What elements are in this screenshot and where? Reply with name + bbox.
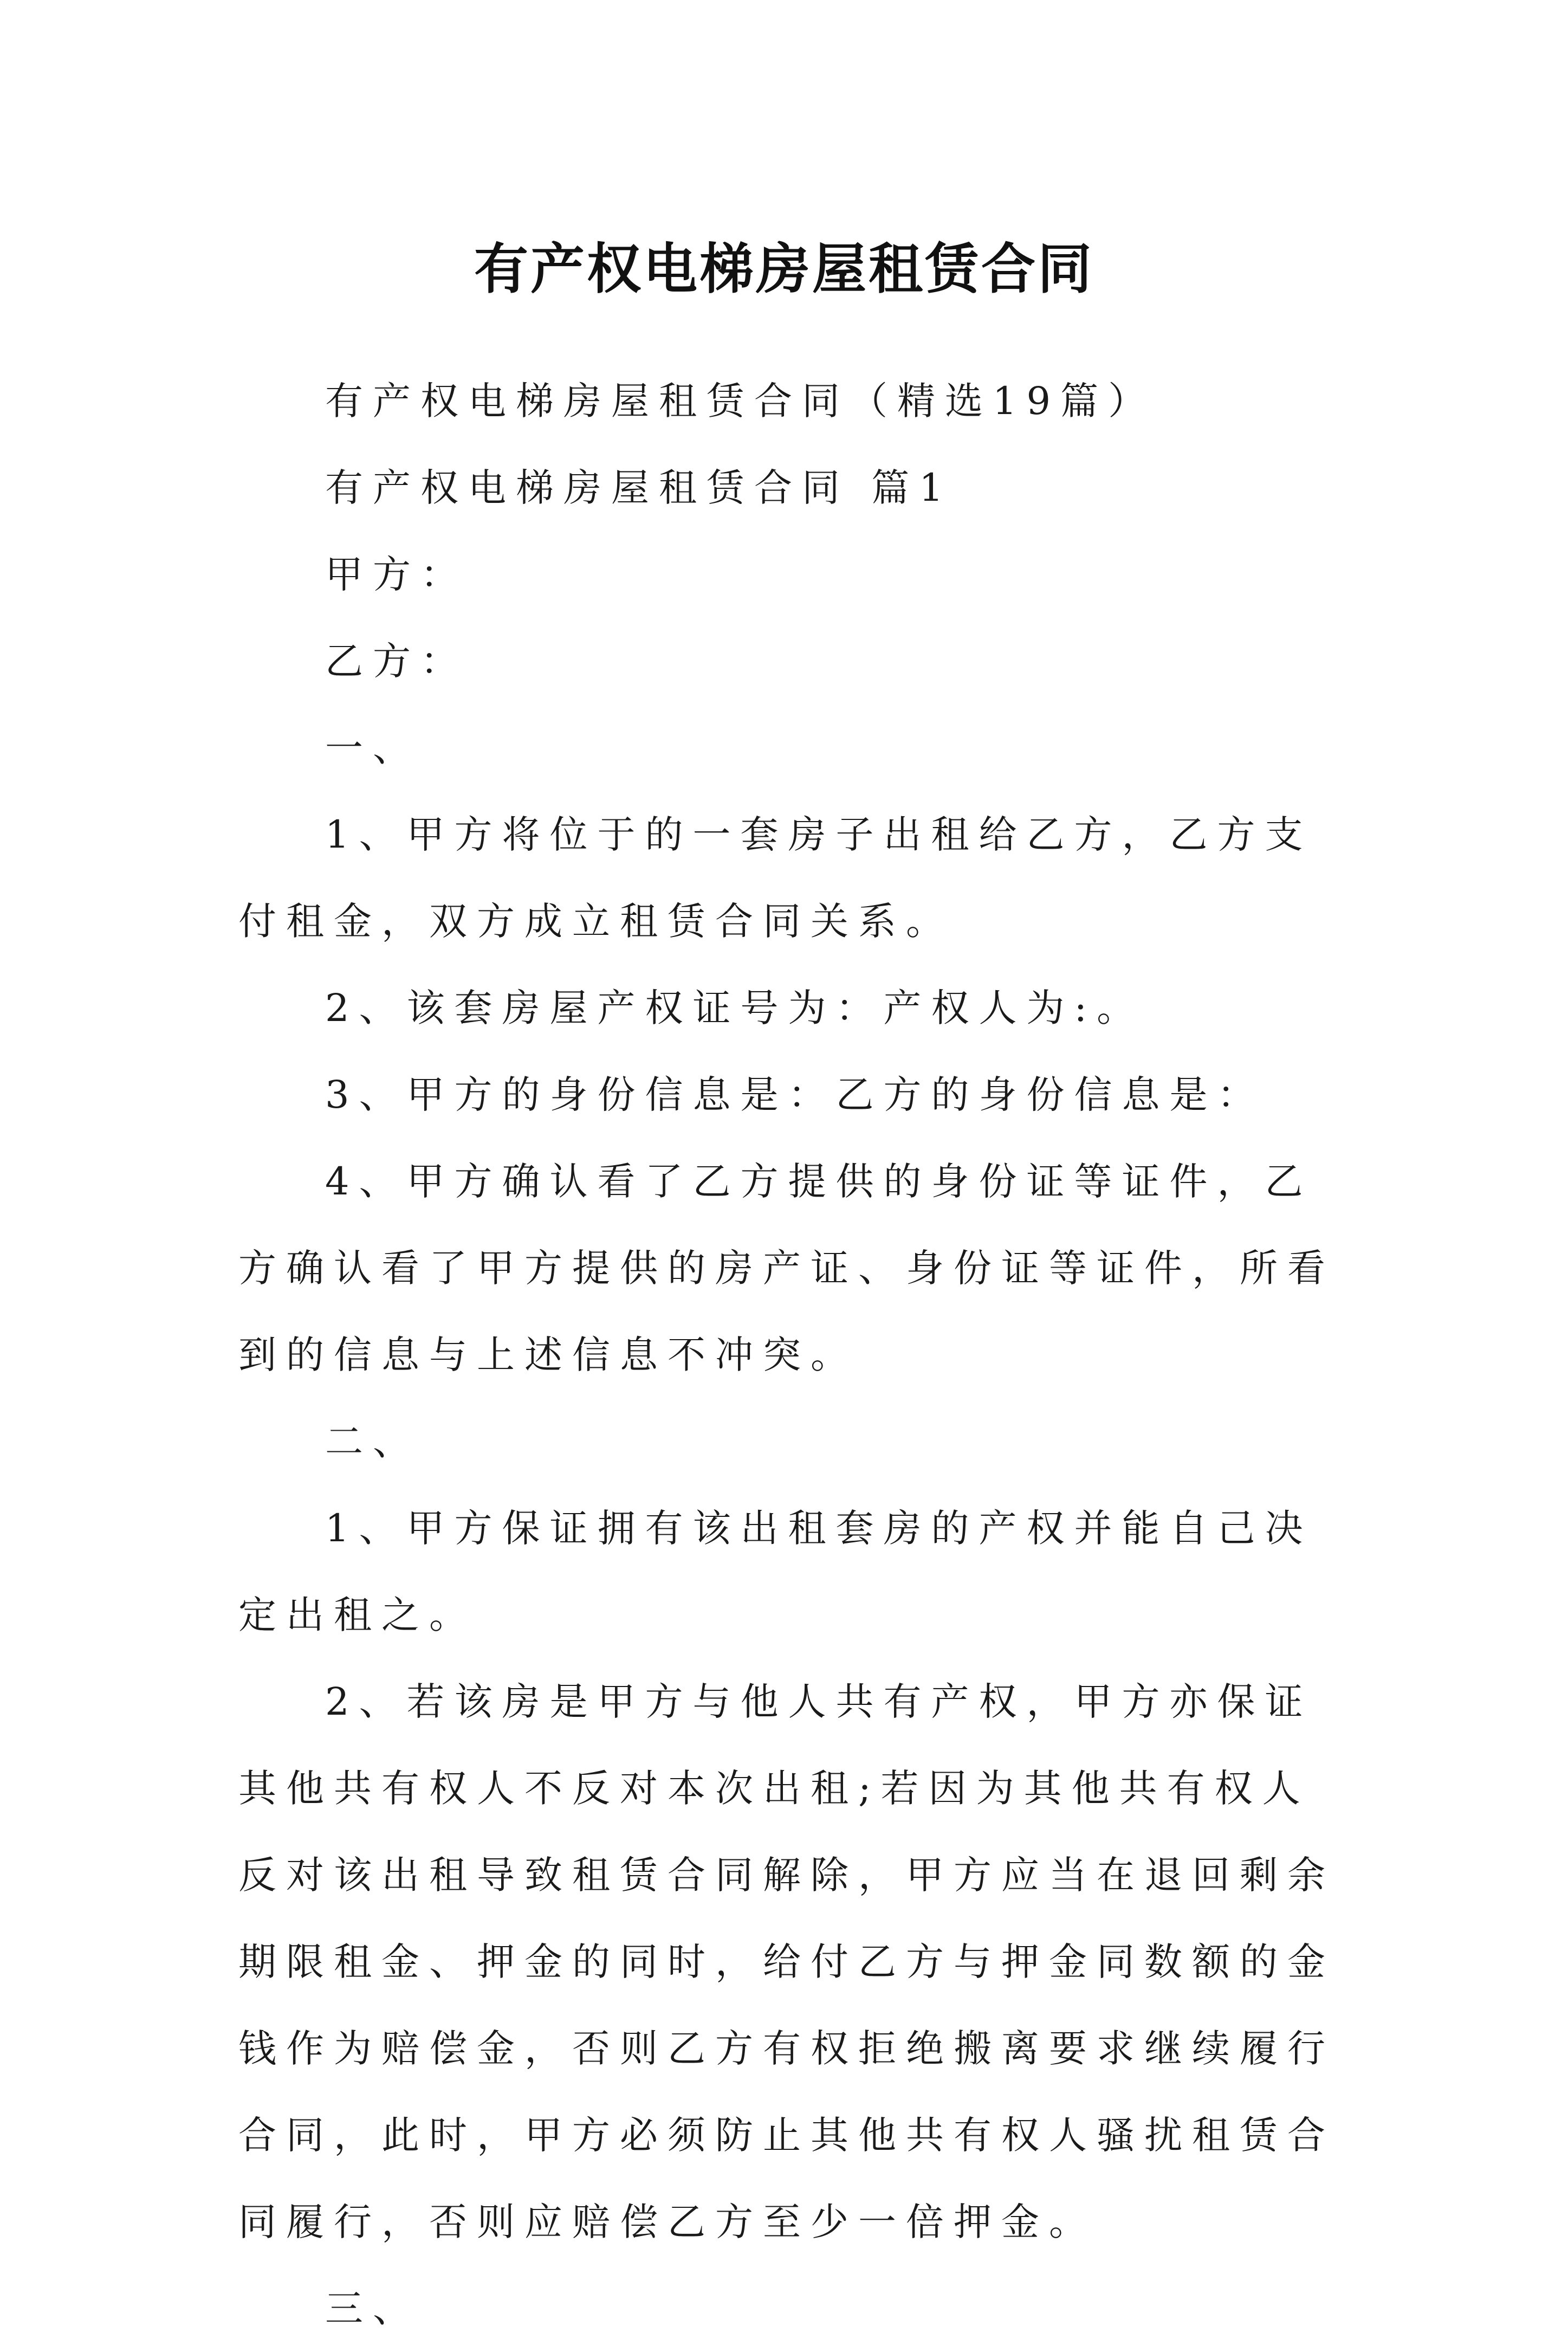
clause-paragraph: 1、甲方将位于的一套房子出租给乙方，乙方支付租金，双方成立租赁合同关系。 — [238, 812, 1313, 944]
clause-paragraph: 2、若该房是甲方与他人共有产权，甲方亦保证其他共有权人不反对本次出租;若因为其他共有权人反对该出租导致租赁合同解除，甲方应当在退回剩余期限租金、押金的同时，给付乙方与押金同数额的金钱作为赔偿金，否则乙方有权拒绝搬离要求继续履行合同，此时，甲方必须防止其他共有权人骚扰租赁合同履行，否则应赔偿乙方至少一倍押金。 — [238, 1679, 1335, 2244]
document-title: 有产权电梯房屋租赁合同 — [474, 237, 1094, 301]
clause-heading-3: 三、 — [325, 2286, 420, 2331]
clause-paragraph: 4、甲方确认看了乙方提供的身份证等证件，乙方确认看了甲方提供的房产证、身份证等证件，所看到的信息与上述信息不冲突。 — [238, 1159, 1335, 1377]
clause-paragraph: 2、该套房屋产权证号为：产权人为:。 — [325, 986, 1145, 1030]
section-heading: 有产权电梯房屋租赁合同 篇1 — [325, 466, 953, 510]
party-a-line: 甲方： — [325, 552, 468, 597]
document-body — [238, 358, 1344, 2352]
clause-heading-1: 一、 — [325, 726, 420, 770]
clause-paragraph: 1、甲方保证拥有该出租套房的产权并能自己决定出租之。 — [238, 1506, 1313, 1637]
clause-heading-2: 二、 — [325, 1419, 420, 1464]
subtitle-paragraph: 有产权电梯房屋租赁合同（精选19篇） — [325, 379, 1156, 423]
party-b-line: 乙方： — [325, 639, 468, 683]
clause-paragraph: 3、甲方的身份信息是：乙方的身份信息是： — [325, 1072, 1265, 1117]
